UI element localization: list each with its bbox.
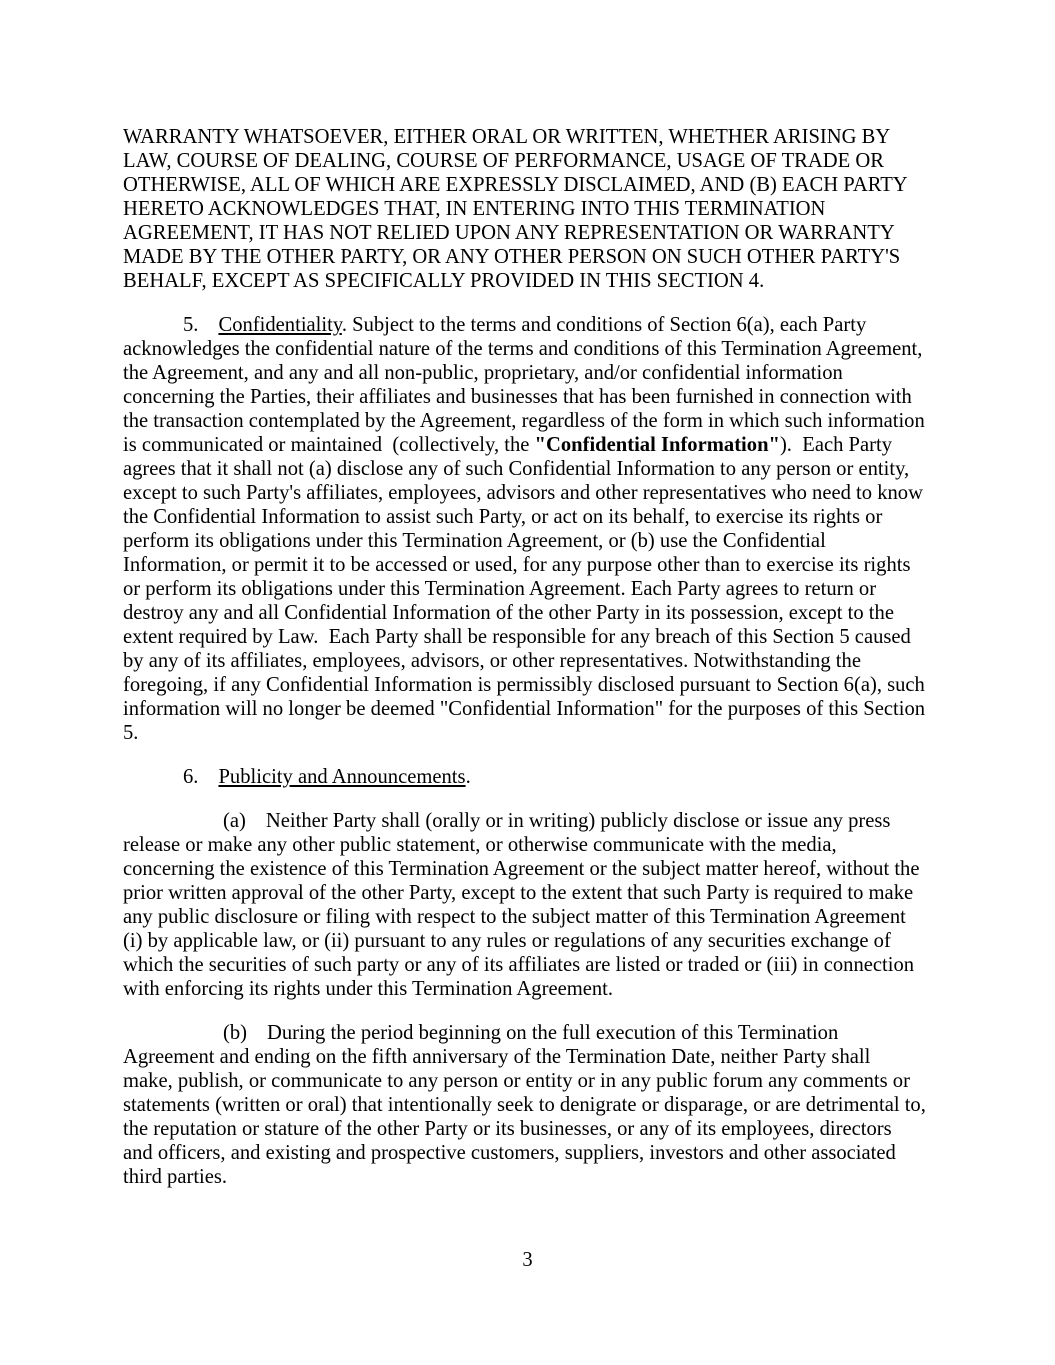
underlined-term: Publicity and Announcements [218, 766, 466, 788]
text-line: (i) by applicable law, or (ii) pursuant to any rules or regulations of any securities exchange of [123, 930, 891, 952]
text-line: agrees that it shall not (a) disclose any of such Confidential Information to any person or entity, [123, 458, 910, 480]
text-line: make, publish, or communicate to any person or entity or in any public forum any comments or [123, 1070, 910, 1092]
text-line: and officers, and existing and prospective customers, suppliers, investors and other associated [123, 1142, 896, 1164]
text-line: release or make any other public statement, or otherwise communicate with the media, [123, 834, 837, 856]
text-line: concerning the Parties, their affiliates and businesses that has been furnished in connection with [123, 386, 912, 408]
text-line: except to such Party's affiliates, employees, advisors and other representatives who need to know [123, 482, 923, 504]
text-line: Agreement and ending on the fifth anniversary of the Termination Date, neither Party shall [123, 1046, 871, 1068]
text-line: (b) During the period beginning on the full execution of this Termination [223, 1022, 839, 1044]
warranty-disclaimer-paragraph [123, 125, 955, 293]
text-line: concerning the existence of this Termination Agreement or the subject matter hereof, without the [123, 858, 920, 880]
section-6-heading [123, 765, 955, 789]
text-line: MADE BY THE OTHER PARTY, OR ANY OTHER PERSON ON SUCH OTHER PARTY'S [123, 246, 901, 268]
text-line: or perform its obligations under this Termination Agreement. Each Party agrees to return or [123, 578, 877, 600]
text-line: the Confidential Information to assist such Party, or act on its behalf, to exercise its rights or [123, 506, 883, 528]
text-line: foregoing, if any Confidential Information is permissibly disclosed pursuant to Section 6(a), such [123, 674, 925, 696]
text-line: (a) Neither Party shall (orally or in writing) publicly disclose or issue any press [223, 810, 891, 832]
text-line: 6. Publicity and Announcements. [183, 766, 471, 788]
text-line: the Agreement, and any and all non-public, proprietary, and/or confidential information [123, 362, 843, 384]
text-line: is communicated or maintained (collectively, the "Confidential Information"). Each Party [123, 434, 893, 456]
text-line: third parties. [123, 1166, 228, 1188]
underlined-term: Confidentiality [218, 314, 342, 336]
section-6b-paragraph [123, 1021, 955, 1189]
text-line: information will no longer be deemed "Confidential Information" for the purposes of this Section [123, 698, 926, 720]
text-line: BEHALF, EXCEPT AS SPECIFICALLY PROVIDED IN THIS SECTION 4. [123, 270, 765, 292]
text-line: 5. [123, 722, 139, 744]
section-6a-paragraph [123, 809, 955, 1001]
text-line: acknowledges the confidential nature of the terms and conditions of this Termination Agreement, [123, 338, 923, 360]
text-line: Information, or permit it to be accessed or used, for any purpose other than to exercise its rights [123, 554, 911, 576]
text-line: LAW, COURSE OF DEALING, COURSE OF PERFORMANCE, USAGE OF TRADE OR [123, 150, 884, 172]
page-number: 3 [522, 1249, 533, 1271]
text-line: statements (written or oral) that intentionally seek to denigrate or disparage, or are detrimental to, [123, 1094, 926, 1116]
text-line: perform its obligations under this Termination Agreement, or (b) use the Confidential [123, 530, 826, 552]
document-body [123, 125, 955, 1189]
text-line: the transaction contemplated by the Agreement, regardless of the form in which such information [123, 410, 925, 432]
text-line: prior written approval of the other Party, except to the extent that such Party is required to make [123, 882, 914, 904]
text-line: by any of its affiliates, employees, advisors, or other representatives. Notwithstanding the [123, 650, 861, 672]
text-line: which the securities of such party or any of its affiliates are listed or traded or (iii) in connection [123, 954, 915, 976]
text-line: the reputation or stature of the other Party or its businesses, or any of its employees, directors [123, 1118, 892, 1140]
section-5-confidentiality-paragraph [123, 313, 955, 745]
text-line: extent required by Law. Each Party shall be responsible for any breach of this Section 5 caused [123, 626, 911, 648]
text-line: destroy any and all Confidential Information of the other Party in its possession, except to the [123, 602, 894, 624]
text-line: AGREEMENT, IT HAS NOT RELIED UPON ANY REPRESENTATION OR WARRANTY [123, 222, 895, 244]
text-line: any public disclosure or filing with respect to the subject matter of this Termination Agreement [123, 906, 906, 928]
text-line: WARRANTY WHATSOEVER, EITHER ORAL OR WRITTEN, WHETHER ARISING BY [123, 126, 891, 148]
text-line: OTHERWISE, ALL OF WHICH ARE EXPRESSLY DISCLAIMED, AND (B) EACH PARTY [123, 174, 908, 196]
bold-term: "Confidential Information" [534, 434, 780, 456]
text-line: with enforcing its rights under this Termination Agreement. [123, 978, 614, 1000]
text-line: 5. Confidentiality. Subject to the terms and conditions of Section 6(a), each Party [183, 314, 867, 336]
text-line: HERETO ACKNOWLEDGES THAT, IN ENTERING INTO THIS TERMINATION [123, 198, 826, 220]
